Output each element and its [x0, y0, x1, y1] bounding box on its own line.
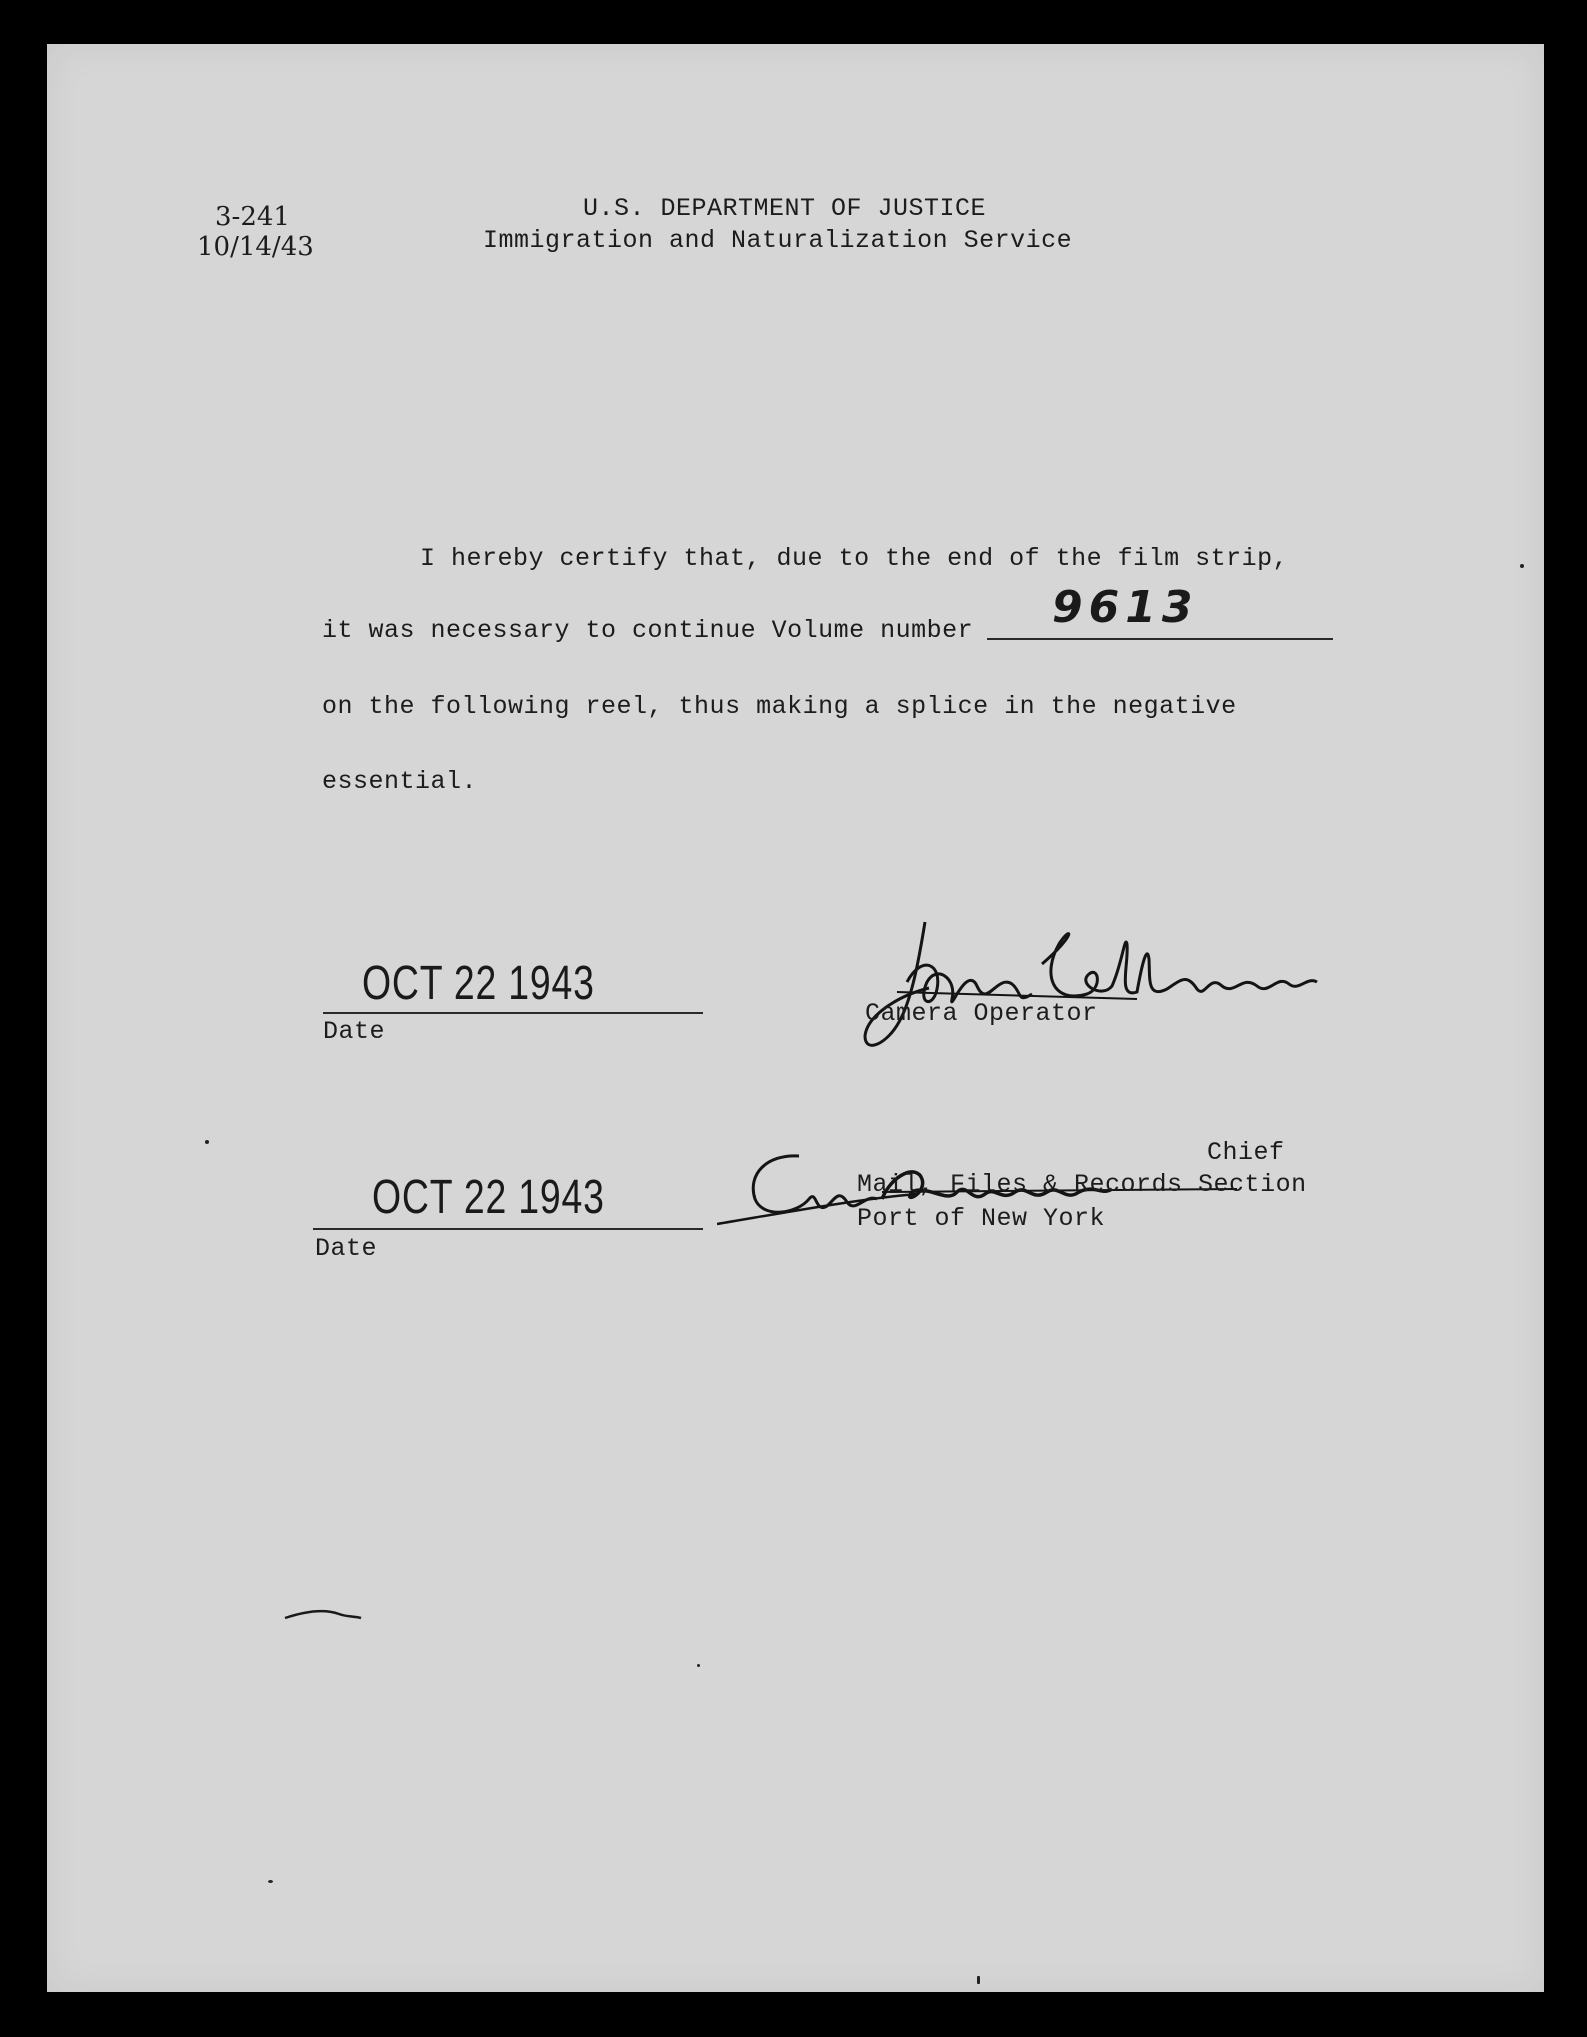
speck: [268, 1880, 273, 1883]
chief-title-3: Port of New York: [857, 1204, 1106, 1233]
chief-title-1: Chief: [1207, 1138, 1285, 1167]
speck: [205, 1140, 209, 1144]
operator-title: Camera Operator: [865, 999, 1098, 1028]
operator-date-stamp: OCT 22 1943: [362, 957, 595, 1010]
volume-number-underline: [987, 638, 1333, 640]
certification-line-1: I hereby certify that, due to the end of the film strip,: [420, 544, 1289, 573]
chief-date-label: Date: [315, 1234, 378, 1263]
operator-date-label: Date: [323, 1017, 386, 1046]
speck: [977, 1976, 980, 1984]
form-date: 10/14/43: [197, 232, 314, 262]
certification-line-3: on the following reel, thus making a splice in the negative: [322, 692, 1237, 721]
chief-date-stamp: OCT 22 1943: [372, 1171, 605, 1224]
certification-line-4: essential.: [322, 767, 478, 796]
agency-heading: U.S. DEPARTMENT OF JUSTICE: [583, 194, 987, 223]
speck: [1520, 564, 1524, 568]
chief-title-2: Mail, Files & Records Section: [857, 1170, 1307, 1199]
certification-line-2: it was necessary to continue Volume number: [322, 616, 974, 645]
operator-signature: [837, 904, 1337, 1054]
chief-date-line: [313, 1228, 703, 1230]
stray-pen-mark: [283, 1604, 363, 1624]
speck: [697, 1664, 700, 1667]
operator-date-line: [323, 1012, 703, 1014]
volume-number: 9613: [1052, 582, 1199, 633]
service-heading: Immigration and Naturalization Service: [483, 226, 1073, 255]
document-page: [47, 44, 1544, 1992]
form-number: 3-241: [215, 202, 290, 232]
